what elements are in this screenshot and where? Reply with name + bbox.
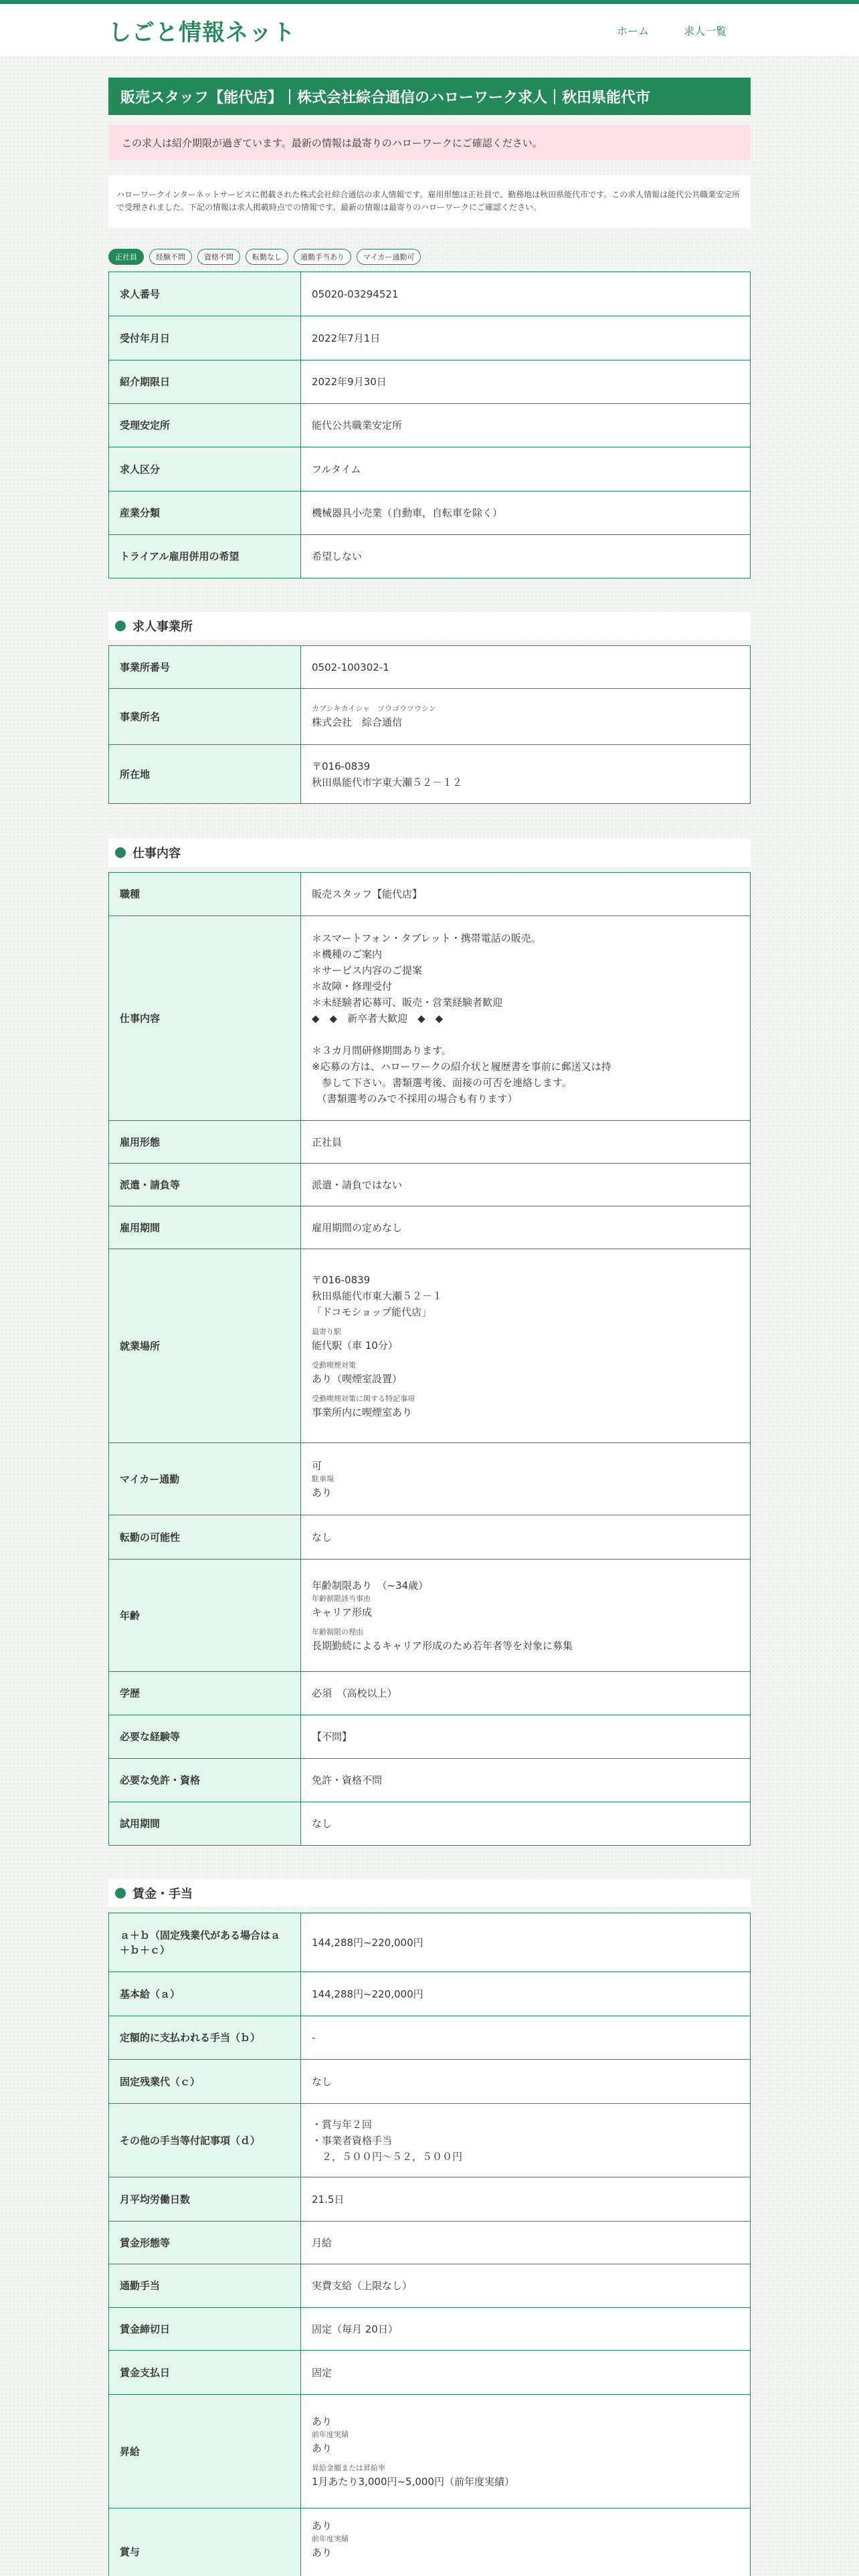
table-row [109, 689, 751, 745]
smoke-label: 受動喫煙対策 [312, 1360, 356, 1370]
place-zip: 〒016-0839 [312, 1273, 371, 1286]
section-bullet-icon [115, 1888, 126, 1899]
listing-notice: ハローワークインターネットサービスに掲載された株式会社綜合通信の求人情報です。雇用形態は正社員で、勤務地は秋田県能代市です。この求人情報は能代公共職業安定所で受理されました。下記の情報は求人掲載時点での情報です。最新の情報は最寄りのハローワークにご確認ください。 [108, 175, 751, 227]
row-label: トライアル雇用併用の希望 [109, 535, 301, 578]
feature-tags [108, 249, 751, 265]
table-row [109, 2264, 751, 2308]
desc-line: 参して下さい。書類選考後、面接の可否を連絡します。 [312, 1076, 572, 1089]
office-zip: 〒016-0839 [312, 760, 371, 772]
row-label: 賃金支払日 [109, 2351, 301, 2395]
row-value: 希望しない [301, 535, 751, 578]
row-label: 賃金締切日 [109, 2308, 301, 2351]
other-line: ２，５００円～５２，５００円 [312, 2150, 463, 2163]
table-row [109, 1443, 751, 1515]
tag-no-transfer: 転勤なし [246, 249, 288, 265]
row-label: 通勤手当 [109, 2264, 301, 2308]
row-value [301, 1249, 751, 1443]
table-row [109, 2222, 751, 2264]
row-label: 固定残業代（ｃ） [109, 2060, 301, 2104]
row-value [301, 2395, 751, 2508]
desc-line: ※応募の方は、ハローワークの紹介状と履歴書を事前に郵送又は持 [312, 1060, 611, 1073]
table-row [109, 1972, 751, 2016]
desc-line: （書類選考のみで不採用の場合も有ります） [312, 1092, 518, 1105]
table-row [109, 1515, 751, 1560]
tag-commute-allowance: 通勤手当あり [294, 249, 351, 265]
station-label: 最寄り駅 [312, 1327, 341, 1336]
table-row [109, 2395, 751, 2508]
row-label: 派遣・請負等 [109, 1164, 301, 1206]
nav-job-list-link[interactable]: 求人一覧 [683, 24, 727, 37]
other-line: ・事業者資格手当 [312, 2134, 393, 2147]
table-row [109, 2351, 751, 2395]
row-label: 基本給（ａ） [109, 1972, 301, 2016]
row-value: 144,288円~220,000円 [301, 1913, 751, 1972]
age-reason-value: キャリア形成 [312, 1606, 373, 1618]
table-row [109, 272, 751, 316]
station-value: 能代駅（車 10分） [312, 1339, 398, 1352]
table-row [109, 1759, 751, 1802]
table-row [109, 2104, 751, 2177]
table-row [109, 2016, 751, 2060]
row-value: 05020-03294521 [301, 272, 751, 316]
age-why-value: 長期勤続によるキャリア形成のため若年者等を対象に募集 [312, 1639, 573, 1652]
row-label: 賃金形態等 [109, 2222, 301, 2264]
car-value: 可 [312, 1459, 322, 1472]
section-title: 求人事業所 [132, 620, 193, 634]
table-row [109, 1672, 751, 1715]
desc-line: ＊故障・修理受付 [312, 980, 393, 992]
row-value: 21.5日 [301, 2177, 751, 2222]
row-value: - [301, 2016, 751, 2060]
tag-full-time: 正社員 [108, 249, 144, 265]
row-label: 賞与 [109, 2508, 301, 2576]
table-row [109, 646, 751, 689]
row-value [301, 689, 751, 745]
table-row [109, 316, 751, 360]
row-label: 所在地 [109, 745, 301, 804]
row-value: 固定 [301, 2351, 751, 2395]
office-section-heading [108, 612, 751, 640]
row-value [301, 2508, 751, 2576]
row-value [301, 2104, 751, 2177]
section-title: 賃金・手当 [132, 1887, 193, 1901]
row-label: 年齢 [109, 1560, 301, 1672]
bonus-value: あり [312, 2520, 332, 2532]
raise-amount-label: 昇給金額または昇給率 [312, 2463, 385, 2472]
row-label: 事業所番号 [109, 646, 301, 689]
row-label: 受理安定所 [109, 404, 301, 447]
desc-line: ◆ ◆ 新卒者大歓迎 ◆ ◆ [312, 1012, 444, 1025]
row-value [301, 916, 751, 1121]
other-line: ・賞与年２回 [312, 2118, 373, 2131]
row-label: 昇給 [109, 2395, 301, 2508]
age-reason-label: 年齢制限該当事由 [312, 1594, 371, 1603]
age-value: 年齢制限あり （~34歳） [312, 1579, 429, 1592]
site-header [0, 4, 859, 56]
table-row [109, 404, 751, 447]
desc-line: ＊３カ月間研修期間あります。 [312, 1044, 452, 1057]
row-label: 産業分類 [109, 492, 301, 535]
row-label: 必要な免許・資格 [109, 1759, 301, 1802]
row-label: 雇用期間 [109, 1206, 301, 1249]
row-value [301, 745, 751, 804]
row-value: 雇用期間の定めなし [301, 1206, 751, 1249]
office-table [108, 645, 751, 804]
row-value: なし [301, 1802, 751, 1846]
parking-label: 駐車場 [312, 1474, 334, 1483]
row-value: 実費支給（上限なし） [301, 2264, 751, 2308]
tag-no-license: 資格不問 [197, 249, 240, 265]
table-row [109, 2060, 751, 2104]
row-label: 受付年月日 [109, 316, 301, 360]
row-value: なし [301, 2060, 751, 2104]
row-label: 紹介期限日 [109, 360, 301, 404]
raise-prev-value: あり [312, 2442, 332, 2454]
job-section-heading [108, 839, 751, 867]
row-label: 事業所名 [109, 689, 301, 745]
tag-car-commute: マイカー通勤可 [357, 249, 421, 265]
table-row [109, 916, 751, 1121]
nav-home-link[interactable]: ホーム [616, 24, 649, 37]
row-value: 固定（毎月 20日） [301, 2308, 751, 2351]
smoke-note-value: 事業所内に喫煙室あり [312, 1406, 413, 1418]
section-title: 仕事内容 [132, 847, 181, 861]
parking-value: あり [312, 1486, 332, 1499]
row-value: 免許・資格不問 [301, 1759, 751, 1802]
table-row [109, 1715, 751, 1759]
desc-line: ＊スマートフォン・タブレット・携帯電話の販売。 [312, 932, 541, 944]
row-value: 機械器具小売業（自動車，自転車を除く） [301, 492, 751, 535]
table-row [109, 447, 751, 492]
place-name: 「ドコモショップ能代店」 [312, 1305, 432, 1318]
job-table [108, 872, 751, 1846]
row-value: 【不問】 [301, 1715, 751, 1759]
basic-info-table [108, 272, 751, 578]
bonus-prev-value: あり [312, 2547, 332, 2559]
row-label: 就業場所 [109, 1249, 301, 1443]
table-row [109, 2308, 751, 2351]
age-why-label: 年齢制限の理由 [312, 1627, 363, 1636]
row-label: マイカー通勤 [109, 1443, 301, 1515]
row-label: 試用期間 [109, 1802, 301, 1846]
row-label: 学歴 [109, 1672, 301, 1715]
row-label: 雇用形態 [109, 1121, 301, 1164]
row-value: 必須 （高校以上） [301, 1672, 751, 1715]
site-logo[interactable]: しごと情報ネット [108, 19, 296, 46]
section-bullet-icon [115, 621, 126, 631]
desc-line: ＊未経験者応募可、販売・営業経験者歓迎 [312, 996, 503, 1008]
page-title: 販売スタッフ【能代店】｜株式会社綜合通信のハローワーク求人｜秋田県能代市 [108, 78, 751, 115]
table-row [109, 873, 751, 916]
place-address: 秋田県能代市東大瀬５２－１ [312, 1289, 443, 1302]
row-value: 144,288円~220,000円 [301, 1972, 751, 2016]
office-name-kana: カブシキカイシャ ソウゴウツウシン [312, 704, 436, 713]
row-value: 正社員 [301, 1121, 751, 1164]
table-row [109, 1121, 751, 1164]
row-value: 月給 [301, 2222, 751, 2264]
row-label: 求人区分 [109, 447, 301, 492]
row-label: 必要な経験等 [109, 1715, 301, 1759]
row-value: 2022年9月30日 [301, 360, 751, 404]
expired-alert: この求人は紹介期限が過ぎています。最新の情報は最寄りのハローワークにご確認ください。 [108, 124, 751, 160]
row-label: 転勤の可能性 [109, 1515, 301, 1560]
row-label: その他の手当等付記事項（ｄ） [109, 2104, 301, 2177]
row-value [301, 1443, 751, 1515]
row-label: 求人番号 [109, 272, 301, 316]
table-row [109, 745, 751, 804]
table-row [109, 2508, 751, 2576]
desc-line: ＊機種のご案内 [312, 948, 383, 960]
raise-value: あり [312, 2415, 332, 2428]
row-value: フルタイム [301, 447, 751, 492]
office-name: 株式会社 綜合通信 [312, 716, 403, 728]
table-row [109, 535, 751, 578]
row-label: 月平均労働日数 [109, 2177, 301, 2222]
wage-table [108, 1913, 751, 2576]
row-value: 2022年7月1日 [301, 316, 751, 360]
smoke-note-label: 受動喫煙対策に関する特記事項 [312, 1394, 415, 1403]
bonus-prev-label: 前年度実績 [312, 2535, 349, 2543]
table-row [109, 1249, 751, 1443]
wage-section-heading [108, 1879, 751, 1907]
table-row [109, 1560, 751, 1672]
smoke-value: あり（喫煙室設置） [312, 1372, 403, 1385]
row-value: なし [301, 1515, 751, 1560]
row-value: 能代公共職業安定所 [301, 404, 751, 447]
office-address: 秋田県能代市字東大瀬５２－１２ [312, 776, 463, 788]
row-label: 定額的に支払われる手当（ｂ） [109, 2016, 301, 2060]
table-row [109, 1164, 751, 1206]
row-label: 職種 [109, 873, 301, 916]
desc-line: ＊サービス内容のご提案 [312, 964, 423, 976]
row-value: 0502-100302-1 [301, 646, 751, 689]
table-row [109, 1913, 751, 1972]
main-content [108, 78, 751, 2576]
table-row [109, 1206, 751, 1249]
table-row [109, 492, 751, 535]
row-label: 仕事内容 [109, 916, 301, 1121]
row-label: ａ＋ｂ（固定残業代がある場合はａ＋ｂ＋ｃ） [109, 1913, 301, 1972]
tag-no-experience: 経験不問 [149, 249, 192, 265]
row-value: 派遣・請負ではない [301, 1164, 751, 1206]
row-value [301, 1560, 751, 1672]
raise-prev-label: 前年度実績 [312, 2430, 349, 2439]
section-bullet-icon [115, 847, 126, 858]
table-row [109, 1802, 751, 1846]
row-value: 販売スタッフ【能代店】 [301, 873, 751, 916]
table-row [109, 2177, 751, 2222]
table-row [109, 360, 751, 404]
main-nav [617, 23, 727, 38]
desc-line [312, 1027, 739, 1043]
raise-amount-value: 1月あたり3,000円~5,000円（前年度実績） [312, 2475, 514, 2488]
